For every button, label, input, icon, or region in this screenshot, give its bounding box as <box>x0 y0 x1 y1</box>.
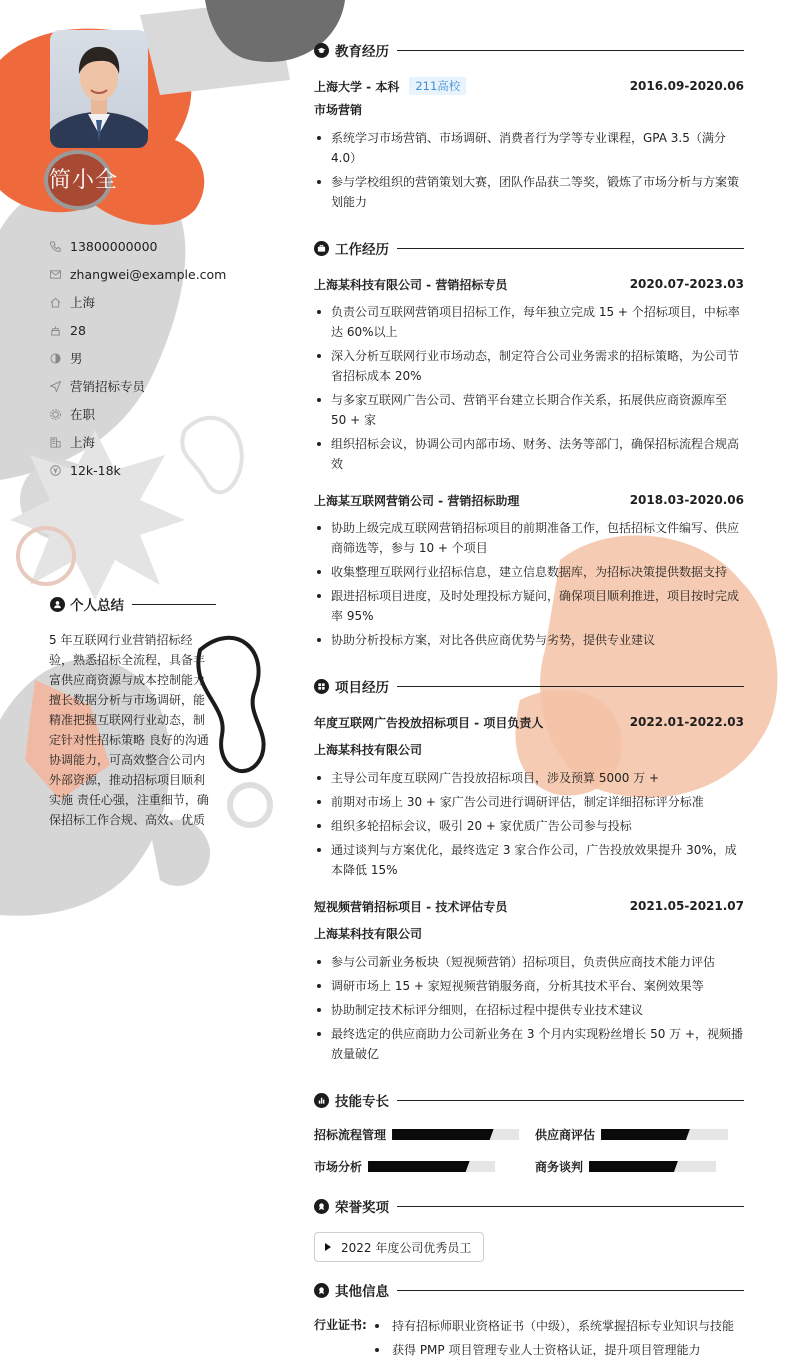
summary-divider <box>132 604 216 605</box>
contact-list <box>50 232 290 484</box>
list-item: 调研市场上 15 + 家短视频营销服务商，分析其技术平台、案例效果等 <box>314 976 744 996</box>
play-icon <box>325 1243 331 1251</box>
other-divider <box>397 1290 744 1291</box>
projects-heading <box>314 676 744 696</box>
list-item: 协助制定技术标评分细则，在招标过程中提供专业技术建议 <box>314 1000 744 1020</box>
skills-title: 技能专长 <box>335 1094 389 1110</box>
avatar-portrait-icon <box>50 30 148 148</box>
list-item: 参与公司新业务板块（短视频营销）招标项目，负责供应商技术能力评估 <box>314 952 744 972</box>
project-bullets <box>314 952 744 1068</box>
contact-salary <box>50 456 290 484</box>
list-item: 系统学习市场营销、市场调研、消费者行为学等专业课程，GPA 3.5（满分 4.0） <box>314 128 744 168</box>
job-title: 上海某科技有限公司 - 营销招标专员 <box>314 277 508 292</box>
education-divider <box>397 50 744 51</box>
honor-label: 2022 年度公司优秀员工 <box>341 1240 472 1255</box>
contact-phone-value: 13800000000 <box>70 238 158 254</box>
contact-salary-value: 12k-18k <box>70 462 121 478</box>
list-item: 协助分析投标方案，对比各供应商优势与劣势，提供专业建议 <box>314 630 744 650</box>
user-icon <box>50 597 65 612</box>
education-row <box>314 76 744 96</box>
honors-divider <box>397 1206 744 1207</box>
age-icon <box>50 325 70 336</box>
skill-bar <box>589 1161 716 1172</box>
project-row <box>314 896 744 916</box>
work-title: 工作经历 <box>335 242 389 258</box>
list-item: 负责公司互联网营销项目招标工作，每年独立完成 15 + 个招标项目，中标率达 60%以上 <box>314 302 744 342</box>
summary-title: 个人总结 <box>70 598 124 614</box>
list-item: 最终选定的供应商助力公司新业务在 3 个月内实现粉丝增长 50 万 +，视频播放量破亿 <box>314 1024 744 1064</box>
building-icon <box>50 437 70 448</box>
contact-position-value: 营销招标专员 <box>70 379 146 394</box>
summary-text: 5 年互联网行业营销招标经验，熟悉招标全流程，具备丰富供应商资源与成本控制能力 擅长数据分析与市场调研，能精准把握互联网行业动态，制定针对性招标策略 良好的沟通协调能力，可高效整合公司内外部资源，推动招标项目顺利实施 责任心强，注重细节，确保招标工作合规、高效、优质 <box>49 633 209 827</box>
grid-icon <box>314 679 329 694</box>
skill-item <box>314 1158 495 1175</box>
list-item: 组织多轮招标会议，吸引 20 + 家优质广告公司参与投标 <box>314 816 744 836</box>
contact-gender <box>50 344 290 372</box>
contact-age-value: 28 <box>70 322 86 338</box>
list-item: 获得 PMP 项目管理专业人士资格认证，提升项目管理能力 <box>372 1340 752 1360</box>
contact-city <box>50 288 290 316</box>
phone-icon <box>50 241 70 252</box>
list-item: 参与学校组织的营销策划大赛，团队作品获二等奖，锻炼了市场分析与方案策划能力 <box>314 172 744 212</box>
skill-item <box>535 1126 728 1143</box>
job-title: 上海某互联网营销公司 - 营销招标助理 <box>314 493 520 508</box>
gender-icon <box>50 353 70 364</box>
contact-status <box>50 400 290 428</box>
skill-item <box>314 1126 519 1143</box>
skill-bar-fill <box>589 1161 678 1172</box>
project-company: 上海某科技有限公司 <box>314 927 423 941</box>
project-company: 上海某科技有限公司 <box>314 743 423 757</box>
skill-name: 供应商评估 <box>535 1128 596 1142</box>
status-icon <box>50 409 70 420</box>
honors-heading <box>314 1196 744 1216</box>
skill-bar <box>601 1129 728 1140</box>
graduation-cap-icon <box>314 43 329 58</box>
contact-email <box>50 260 290 288</box>
project-title: 短视频营销招标项目 - 技术评估专员 <box>314 899 508 914</box>
list-item: 前期对市场上 30 + 家广告公司进行调研评估，制定详细招标评分标准 <box>314 792 744 812</box>
education-date: 2016.09-2020.06 <box>629 79 744 93</box>
skill-bar-fill <box>392 1129 494 1140</box>
skills-heading <box>314 1090 744 1110</box>
contact-email-value: zhangwei@example.com <box>70 266 227 282</box>
project-date: 2022.01-2022.03 <box>629 715 744 729</box>
list-item: 通过谈判与方案优化，最终选定 3 家合作公司，广告投放效果提升 30%，成本降低 15% <box>314 840 744 880</box>
award-icon <box>314 1199 329 1214</box>
contact-gender-value: 男 <box>70 351 83 366</box>
education-heading <box>314 40 744 60</box>
info-award-icon <box>314 1283 329 1298</box>
contact-position <box>50 372 290 400</box>
job-date: 2018.03-2020.06 <box>629 493 744 507</box>
contact-work-city <box>50 428 290 456</box>
certificate-list <box>372 1316 752 1364</box>
certificate-label: 行业证书: <box>314 1318 367 1332</box>
send-icon <box>50 381 70 392</box>
contact-status-value: 在职 <box>70 407 96 422</box>
list-item: 与多家互联网广告公司、营销平台建立长期合作关系，拓展供应商资源库至 50 + 家 <box>314 390 744 430</box>
contact-phone <box>50 232 290 260</box>
honors-title: 荣誉奖项 <box>335 1200 389 1216</box>
education-title: 教育经历 <box>335 44 389 60</box>
list-item: 持有招标师职业资格证书（中级），系统掌握招标专业知识与技能 <box>372 1316 752 1336</box>
mail-icon <box>50 269 70 280</box>
skill-bar-fill <box>601 1129 690 1140</box>
education-tag: 211高校 <box>409 77 466 95</box>
list-item: 跟进招标项目进度，及时处理投标方疑问，确保项目顺利推进，项目按时完成率 95% <box>314 586 744 626</box>
list-item: 主导公司年度互联网广告投放招标项目，涉及预算 5000 万 + <box>314 768 744 788</box>
job-bullets <box>314 302 744 478</box>
summary-heading <box>50 594 216 614</box>
job-row <box>314 490 744 510</box>
skill-name: 招标流程管理 <box>314 1128 387 1142</box>
project-date: 2021.05-2021.07 <box>629 899 744 913</box>
bar-chart-icon <box>314 1093 329 1108</box>
projects-title: 项目经历 <box>335 680 389 696</box>
work-divider <box>397 248 744 249</box>
other-heading <box>314 1280 744 1300</box>
project-row <box>314 712 744 732</box>
briefcase-icon <box>314 241 329 256</box>
work-heading <box>314 238 744 258</box>
list-item: 收集整理互联网行业招标信息，建立信息数据库，为招标决策提供数据支持 <box>314 562 744 582</box>
home-icon <box>50 297 70 308</box>
education-school: 上海大学 - 本科 <box>314 79 400 94</box>
honor-item <box>314 1232 484 1262</box>
contact-city-value: 上海 <box>70 295 96 310</box>
list-item: 组织招标会议，协调公司内部市场、财务、法务等部门，确保招标流程合规高效 <box>314 434 744 474</box>
education-bullets <box>314 128 744 216</box>
other-title: 其他信息 <box>335 1284 389 1300</box>
contact-work-city-value: 上海 <box>70 435 96 450</box>
skill-bar <box>392 1129 519 1140</box>
contact-age <box>50 316 290 344</box>
project-bullets <box>314 768 744 884</box>
money-icon <box>50 465 70 476</box>
candidate-name: 简小全 <box>49 168 119 193</box>
skill-name: 市场分析 <box>314 1160 363 1174</box>
skill-bar-fill <box>368 1161 470 1172</box>
projects-divider <box>397 686 744 687</box>
skill-item <box>535 1158 716 1175</box>
education-major: 市场营销 <box>314 103 363 117</box>
skill-bar <box>368 1161 495 1172</box>
avatar <box>50 30 148 148</box>
job-row <box>314 274 744 294</box>
project-title: 年度互联网广告投放招标项目 - 项目负责人 <box>314 715 544 730</box>
skills-divider <box>397 1100 744 1101</box>
job-bullets <box>314 518 744 654</box>
list-item: 协助上级完成互联网营销招标项目的前期准备工作，包括招标文件编写、供应商筛选等，参与 10 + 个项目 <box>314 518 744 558</box>
job-date: 2020.07-2023.03 <box>629 277 744 291</box>
list-item: 深入分析互联网行业市场动态，制定符合公司业务需求的招标策略，为公司节省招标成本 20% <box>314 346 744 386</box>
skill-name: 商务谈判 <box>535 1160 584 1174</box>
